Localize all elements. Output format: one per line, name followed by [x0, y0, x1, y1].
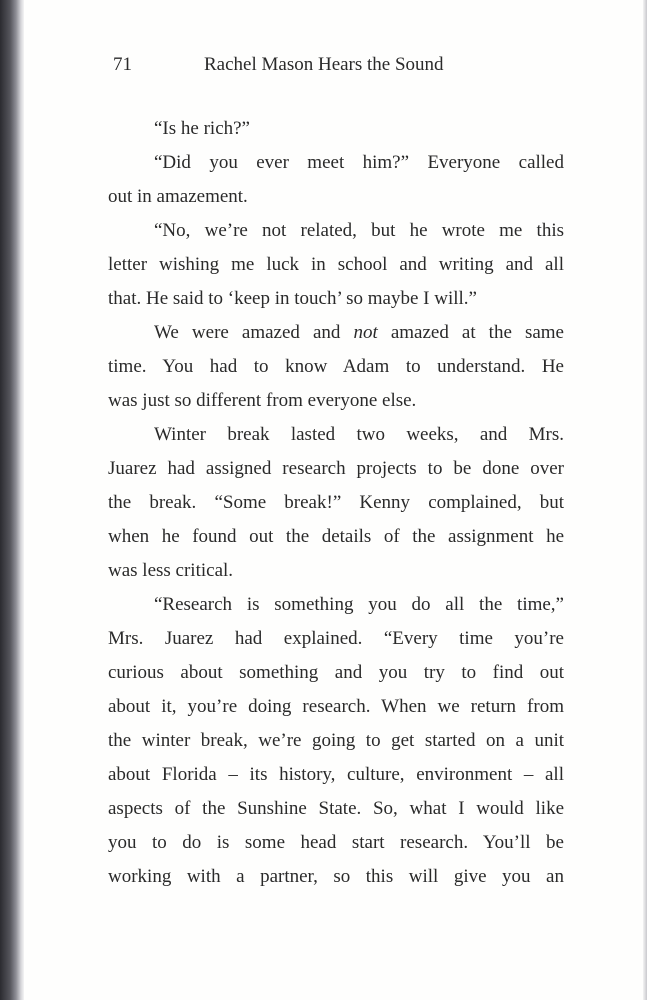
text-line: you to do is some head start research. You’ll be — [108, 832, 564, 853]
running-title: Rachel Mason Hears the Sound — [204, 54, 444, 75]
text-line: the winter break, we’re going to get started on a unit — [108, 730, 564, 751]
body-text — [108, 112, 564, 894]
book-spine-shadow — [0, 0, 24, 1000]
text-line: “Did you ever meet him?” Everyone called — [154, 152, 564, 173]
text-line: time. You had to know Adam to understand. He — [108, 356, 564, 377]
text-line: curious about something and you try to find out — [108, 662, 564, 683]
book-page — [24, 0, 643, 1000]
text-line: the break. “Some break!” Kenny complained, but — [108, 492, 564, 513]
text-line — [108, 316, 564, 350]
text-line: about Florida – its history, culture, environment – all — [108, 764, 564, 785]
page-edge — [643, 0, 647, 1000]
text-line: was less critical. — [108, 560, 234, 581]
text-line: out in amazement. — [108, 186, 248, 207]
page-header — [24, 54, 643, 84]
text-line: was just so different from everyone else. — [108, 390, 417, 411]
text-line: Winter break lasted two weeks, and Mrs. — [154, 424, 564, 445]
text-segment: We were amazed and — [154, 322, 354, 343]
text-line: “Is he rich?” — [154, 118, 250, 139]
text-line: Juarez had assigned research projects to be done over — [108, 458, 564, 479]
emphasis-text: not — [353, 322, 378, 343]
text-line: aspects of the Sunshine State. So, what I would like — [108, 798, 564, 819]
text-segment: amazed at the same — [377, 322, 564, 343]
text-line: letter wishing me luck in school and writing and all — [108, 254, 564, 275]
text-line: about it, you’re doing research. When we return from — [108, 696, 564, 717]
text-line: that. He said to ‘keep in touch’ so maybe I will.” — [108, 288, 477, 309]
text-line: working with a partner, so this will give you an — [108, 866, 564, 887]
page-number: 71 — [113, 54, 132, 75]
text-line: when he found out the details of the assignment he — [108, 526, 564, 547]
text-line: Mrs. Juarez had explained. “Every time you’re — [108, 628, 564, 649]
text-line: “No, we’re not related, but he wrote me this — [154, 220, 564, 241]
text-line: “Research is something you do all the time,” — [154, 594, 564, 615]
